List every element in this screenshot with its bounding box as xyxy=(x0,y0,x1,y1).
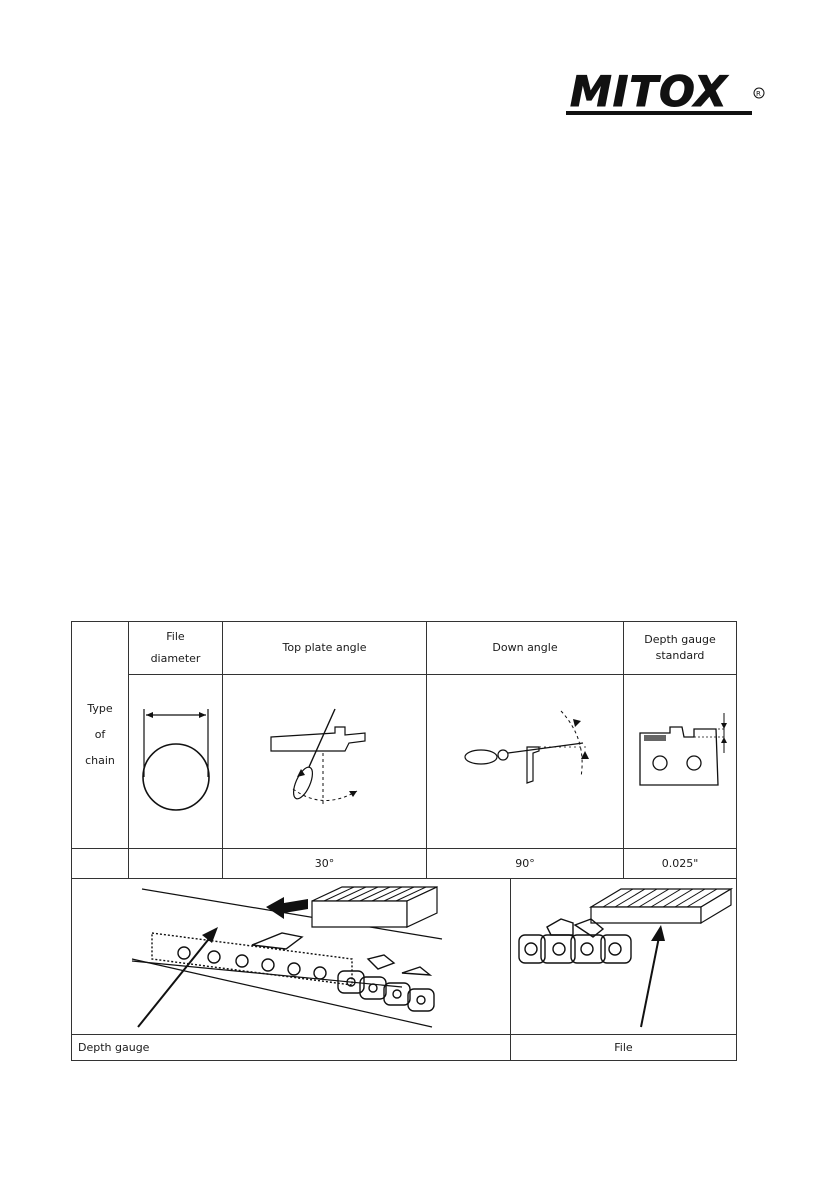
depth-gauge-standard-value: 0.025" xyxy=(624,849,737,879)
type-line-2: of xyxy=(94,728,106,741)
file-block-right xyxy=(591,889,731,923)
type-of-chain-header xyxy=(72,622,129,849)
svg-text:MITOX: MITOX xyxy=(570,67,728,116)
depth-gauge-standard-header: Depth gauge standard xyxy=(624,622,737,675)
file-illustration xyxy=(511,879,737,1035)
file-diameter-value xyxy=(129,849,223,879)
logo-graphic xyxy=(566,66,768,118)
chain-sharpening-illustration xyxy=(71,878,736,1059)
depth-gauge-illustration xyxy=(72,879,511,1035)
type-line-3: chain xyxy=(85,754,115,767)
down-angle-header: Down angle xyxy=(427,622,624,675)
type-line-1: Type xyxy=(87,702,113,715)
down-angle-diagram xyxy=(427,675,624,849)
saw-chain xyxy=(152,933,434,1011)
depth-gauge-diagram xyxy=(624,675,737,849)
down-angle-value: 90° xyxy=(427,849,624,879)
saw-chain-right xyxy=(519,919,631,963)
top-plate-angle-value: 30° xyxy=(223,849,427,879)
file-caption: File xyxy=(511,1035,737,1061)
file-block xyxy=(312,887,437,927)
svg-text:R: R xyxy=(756,90,761,98)
top-plate-angle-diagram xyxy=(223,675,427,849)
file-diameter-header: File diameter xyxy=(129,622,223,675)
chain-spec-table xyxy=(71,621,736,878)
values-row-label xyxy=(72,849,129,879)
top-plate-angle-header: Top plate angle xyxy=(223,622,427,675)
file-diameter-diagram xyxy=(129,675,223,849)
depth-gauge-caption: Depth gauge xyxy=(72,1035,511,1061)
mitox-logo xyxy=(566,66,768,118)
